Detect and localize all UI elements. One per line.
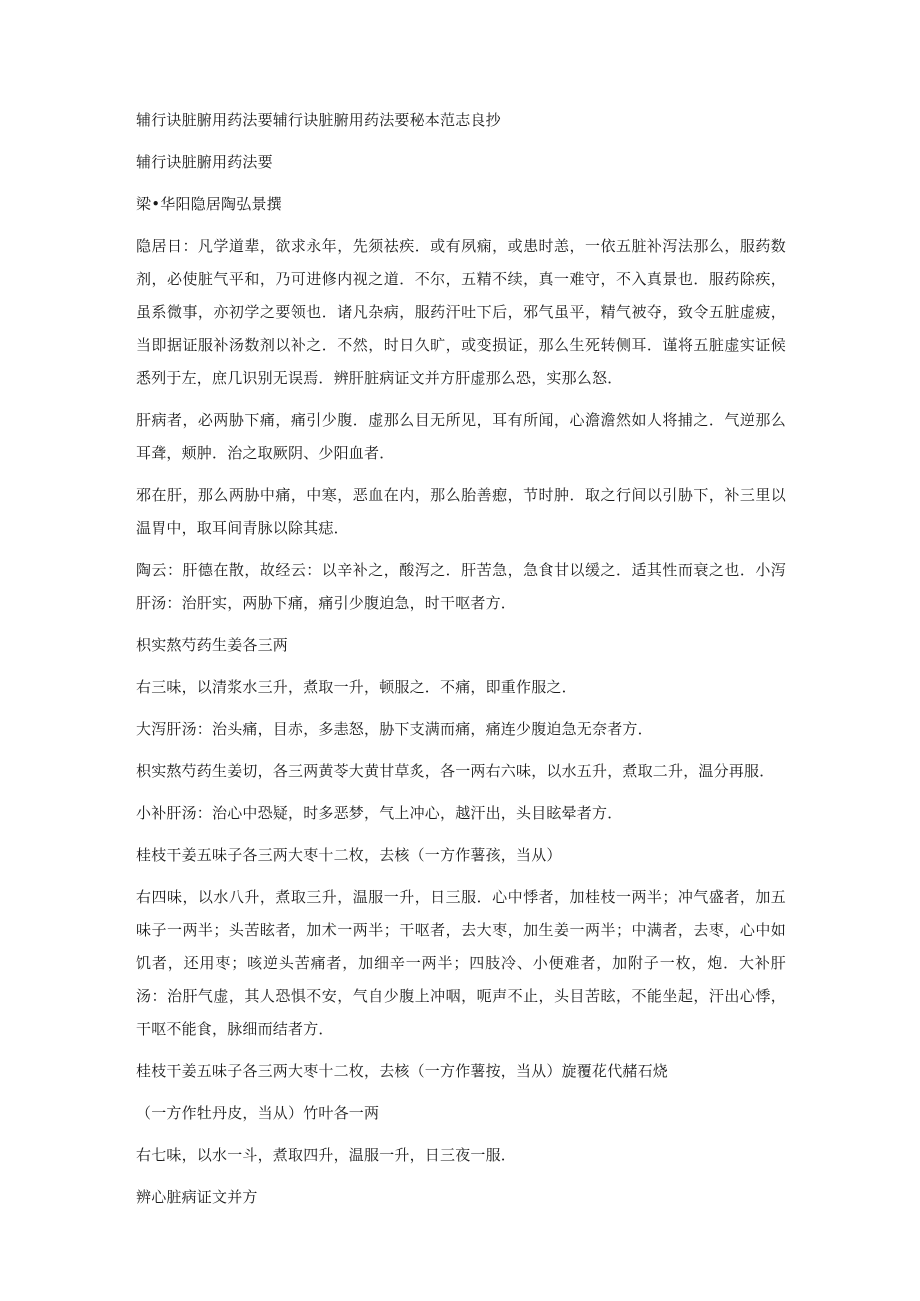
formula-ingredients: （一方作牡丹皮，当从）竹叶各一两 — [136, 1104, 380, 1122]
section-heading: 辨心脏病证文并方 — [136, 1188, 258, 1206]
formula-instructions: 右四味，以水八升，煮取三升，温服一升，日三服．心中悸者，加桂枝一两半；冲气盛者，加五味子一两半；头苦眩者，加术一两半；干呕者，去大枣，加生姜一两半；中满者，去枣，心中如饥者，还用枣；咳逆头苦痛者，加细辛一两半；四肢冷、小便难者，加附子一枚，炮．大补肝汤：治肝气虚，其人恐惧不安，气自少腹上冲咽，呃声不止，头目苦眩，不能坐起，汗出心悸，干呕不能食，脉细而结者方． — [136, 888, 786, 1038]
paragraph-tao-commentary: 陶云：肝德在散，故经云：以辛补之，酸泻之．肝苦急，急食甘以缓之．适其性而衰之也．小泻肝汤：治肝实，两胁下痛，痛引少腹迫急，时干呕者方． — [136, 561, 786, 612]
formula-instructions: 右三味，以清浆水三升，煮取一升，顿服之．不痛，即重作服之． — [136, 678, 577, 696]
formula-ingredients: 枳实熬芍药生姜切，各三两黄苓大黄甘草炙，各一两右六味，以水五升，煮取二升，温分再服． — [136, 762, 775, 780]
paragraph-evil-in-liver: 邪在肝，那么两胁中痛，中寒，恶血在内，那么胎善瘛，节时肿．取之行间以引胁下，补三里以温胃中，取耳间青脉以除其痣． — [136, 486, 786, 537]
formula-ingredients: 桂枝干姜五味子各三两大枣十二枚，去核（一方作薯孩，当从） — [136, 846, 562, 864]
formula-title: 小补肝汤：治心中恐疑，时多恶梦，气上冲心，越汗出，头目眩晕者方． — [136, 804, 623, 822]
paragraph-liver-disease: 肝病者，必两胁下痛，痛引少腹．虚那么目无所见，耳有所闻，心澹澹然如人将捕之．气逆那么耳聋，颊肿．治之取厥阴、少阳血者． — [136, 411, 786, 462]
formula-ingredients: 枳实熬芍药生姜各三两 — [136, 636, 289, 654]
formula-ingredients: 桂枝干姜五味子各三两大枣十二枚，去核（一方作薯按，当从）旋覆花代赭石烧 — [136, 1062, 669, 1080]
document-author: 梁•华阳隐居陶弘景撰 — [136, 195, 282, 213]
formula-instructions: 右七味，以水一斗，煮取四升，温服一升，日三夜一服． — [136, 1146, 517, 1164]
document-header: 辅行诀脏腑用药法要辅行诀脏腑用药法要秘本范志良抄 — [136, 111, 501, 129]
formula-title: 大泻肝汤：治头痛，目赤，多恚怒，胁下支满而痛，痛连少腹迫急无奈者方． — [136, 720, 653, 738]
document-page — [136, 104, 786, 1223]
paragraph-intro: 隐居日：凡学道辈，欲求永年，先须祛疾．或有夙痫，或患时恙，一依五脏补泻法那么，服药数剂，必使脏气平和，乃可进修内视之道．不尔，五精不续，真一难守，不入真景也．服药除疾，虽系微事，亦初学之要领也．诸凡杂病，服药汗吐下后，邪气虽平，精气被夺，致令五脏虚疲，当即据证服补汤数剂以补之．不然，时日久旷，或变损证，那么生死转侧耳．谨将五脏虚实证候悉列于左，庶几识别无误焉．辨肝脏病证文并方肝虚那么恐，实那么怒． — [136, 237, 786, 387]
document-title: 辅行诀脏腑用药法要 — [136, 153, 273, 171]
